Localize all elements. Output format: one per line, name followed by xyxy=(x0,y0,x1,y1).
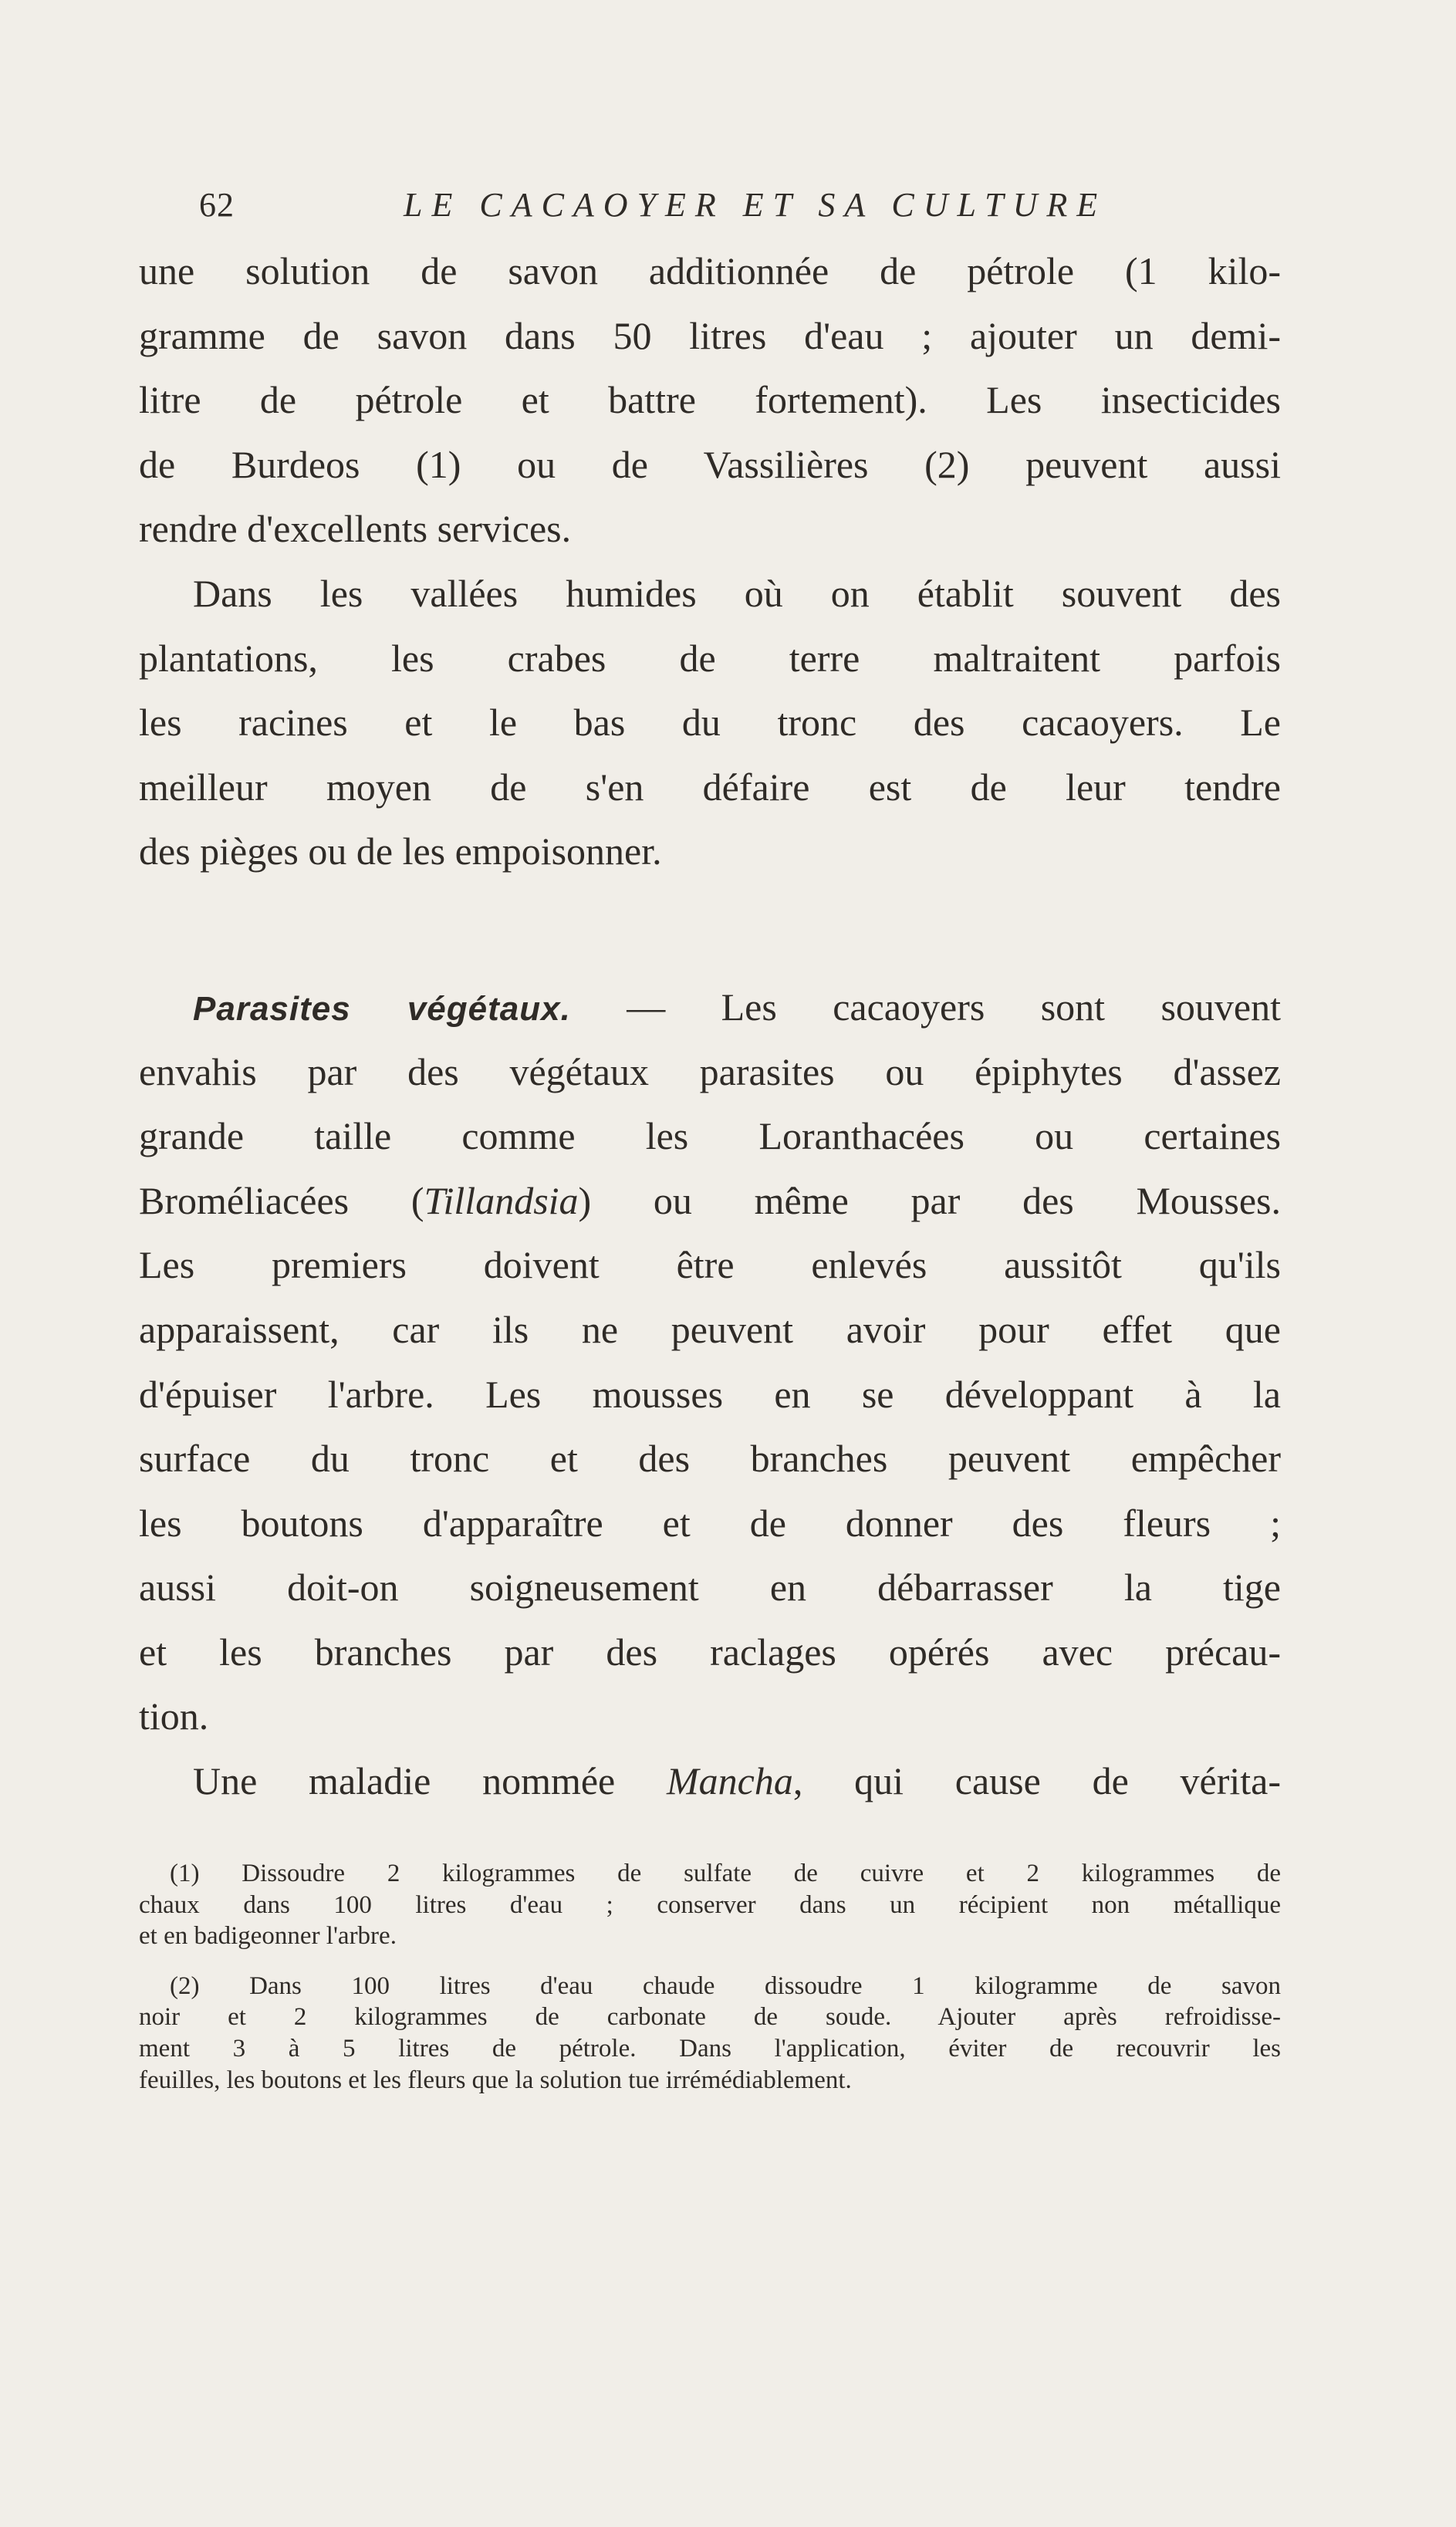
footnote-line: feuilles, les boutons et les fleurs que la solution tue irrémédiablement. xyxy=(139,2066,852,2094)
page-number: 62 xyxy=(199,186,235,224)
disease-name: Mancha xyxy=(667,1759,793,1803)
text-line: des pièges ou de les empoisonner. xyxy=(139,829,662,873)
text-line: plantations, les crabes de terre maltraitent parfois xyxy=(139,636,1281,680)
page-header xyxy=(199,185,1281,231)
paragraph-gap xyxy=(139,884,1281,975)
text-line: une solution de savon additionnée de pétrole (1 kilo- xyxy=(139,249,1281,292)
text-line: les boutons d'apparaître et de donner des fleurs ; xyxy=(139,1501,1281,1545)
running-title: LE CACAOYER ET SA CULTURE xyxy=(404,186,1107,224)
text-line: gramme de savon dans 50 litres d'eau ; ajouter un demi- xyxy=(139,313,1281,357)
footnote-line: chaux dans 100 litres d'eau ; conserver dans un récipient non métallique xyxy=(139,1890,1281,1919)
text-line: litre de pétrole et battre fortement). Les insecticides xyxy=(139,378,1281,422)
main-text xyxy=(139,239,1281,1814)
text-line: grande taille comme les Loranthacées ou certaines xyxy=(139,1114,1281,1158)
footnote-line: et en badigeonner l'arbre. xyxy=(139,1922,397,1951)
section-heading: Parasites végétaux. xyxy=(193,989,571,1028)
text-line: apparaissent, car ils ne peuvent avoir pour effet que xyxy=(139,1307,1281,1351)
text-line: tion. xyxy=(139,1694,209,1738)
text-line: meilleur moyen de s'en défaire est de leur tendre xyxy=(139,765,1281,809)
text-line: Les premiers doivent être enlevés aussitôt qu'ils xyxy=(139,1243,1281,1287)
footnotes xyxy=(139,1858,1281,2096)
footnote-line: noir et 2 kilogrammes de carbonate de soude. Ajouter après refroidisse- xyxy=(139,2003,1281,2032)
text-line: Broméliacées (Tillandsia) ou même par des Mousses. xyxy=(139,1178,1281,1222)
footnote-line: ment 3 à 5 litres de pétrole. Dans l'application, éviter de recouvrir les xyxy=(139,2034,1281,2062)
text-line: les racines et le bas du tronc des cacaoyers. Le xyxy=(139,701,1281,745)
text-line: Parasites végétaux. — Les cacaoyers sont souvent xyxy=(193,985,1282,1029)
footnote-line: (2) Dans 100 litres d'eau chaude dissoudre 1 kilogramme de savon xyxy=(170,1971,1281,2000)
text-line: Dans les vallées humides où on établit souvent des xyxy=(193,571,1281,615)
text-line: envahis par des végétaux parasites ou épiphytes d'assez xyxy=(139,1049,1281,1093)
text-line: aussi doit-on soigneusement en débarrasser la tige xyxy=(139,1566,1281,1610)
text-line: d'épuiser l'arbre. Les mousses en se développant à la xyxy=(139,1372,1281,1416)
text-line: et les branches par des raclages opérés avec précau- xyxy=(139,1630,1281,1674)
text-line: rendre d'excellents services. xyxy=(139,507,572,551)
footnote-gap xyxy=(139,1952,1281,1971)
text-line: Une maladie nommée Mancha, qui cause de vérita- xyxy=(193,1759,1281,1803)
text-line: surface du tronc et des branches peuvent empêcher xyxy=(139,1437,1281,1481)
genus-name: Tillandsia xyxy=(424,1178,579,1222)
text-line: de Burdeos (1) ou de Vassilières (2) peuvent aussi xyxy=(139,442,1281,486)
footnote-line: (1) Dissoudre 2 kilogrammes de sulfate de cuivre et 2 kilogrammes de xyxy=(170,1860,1281,1887)
